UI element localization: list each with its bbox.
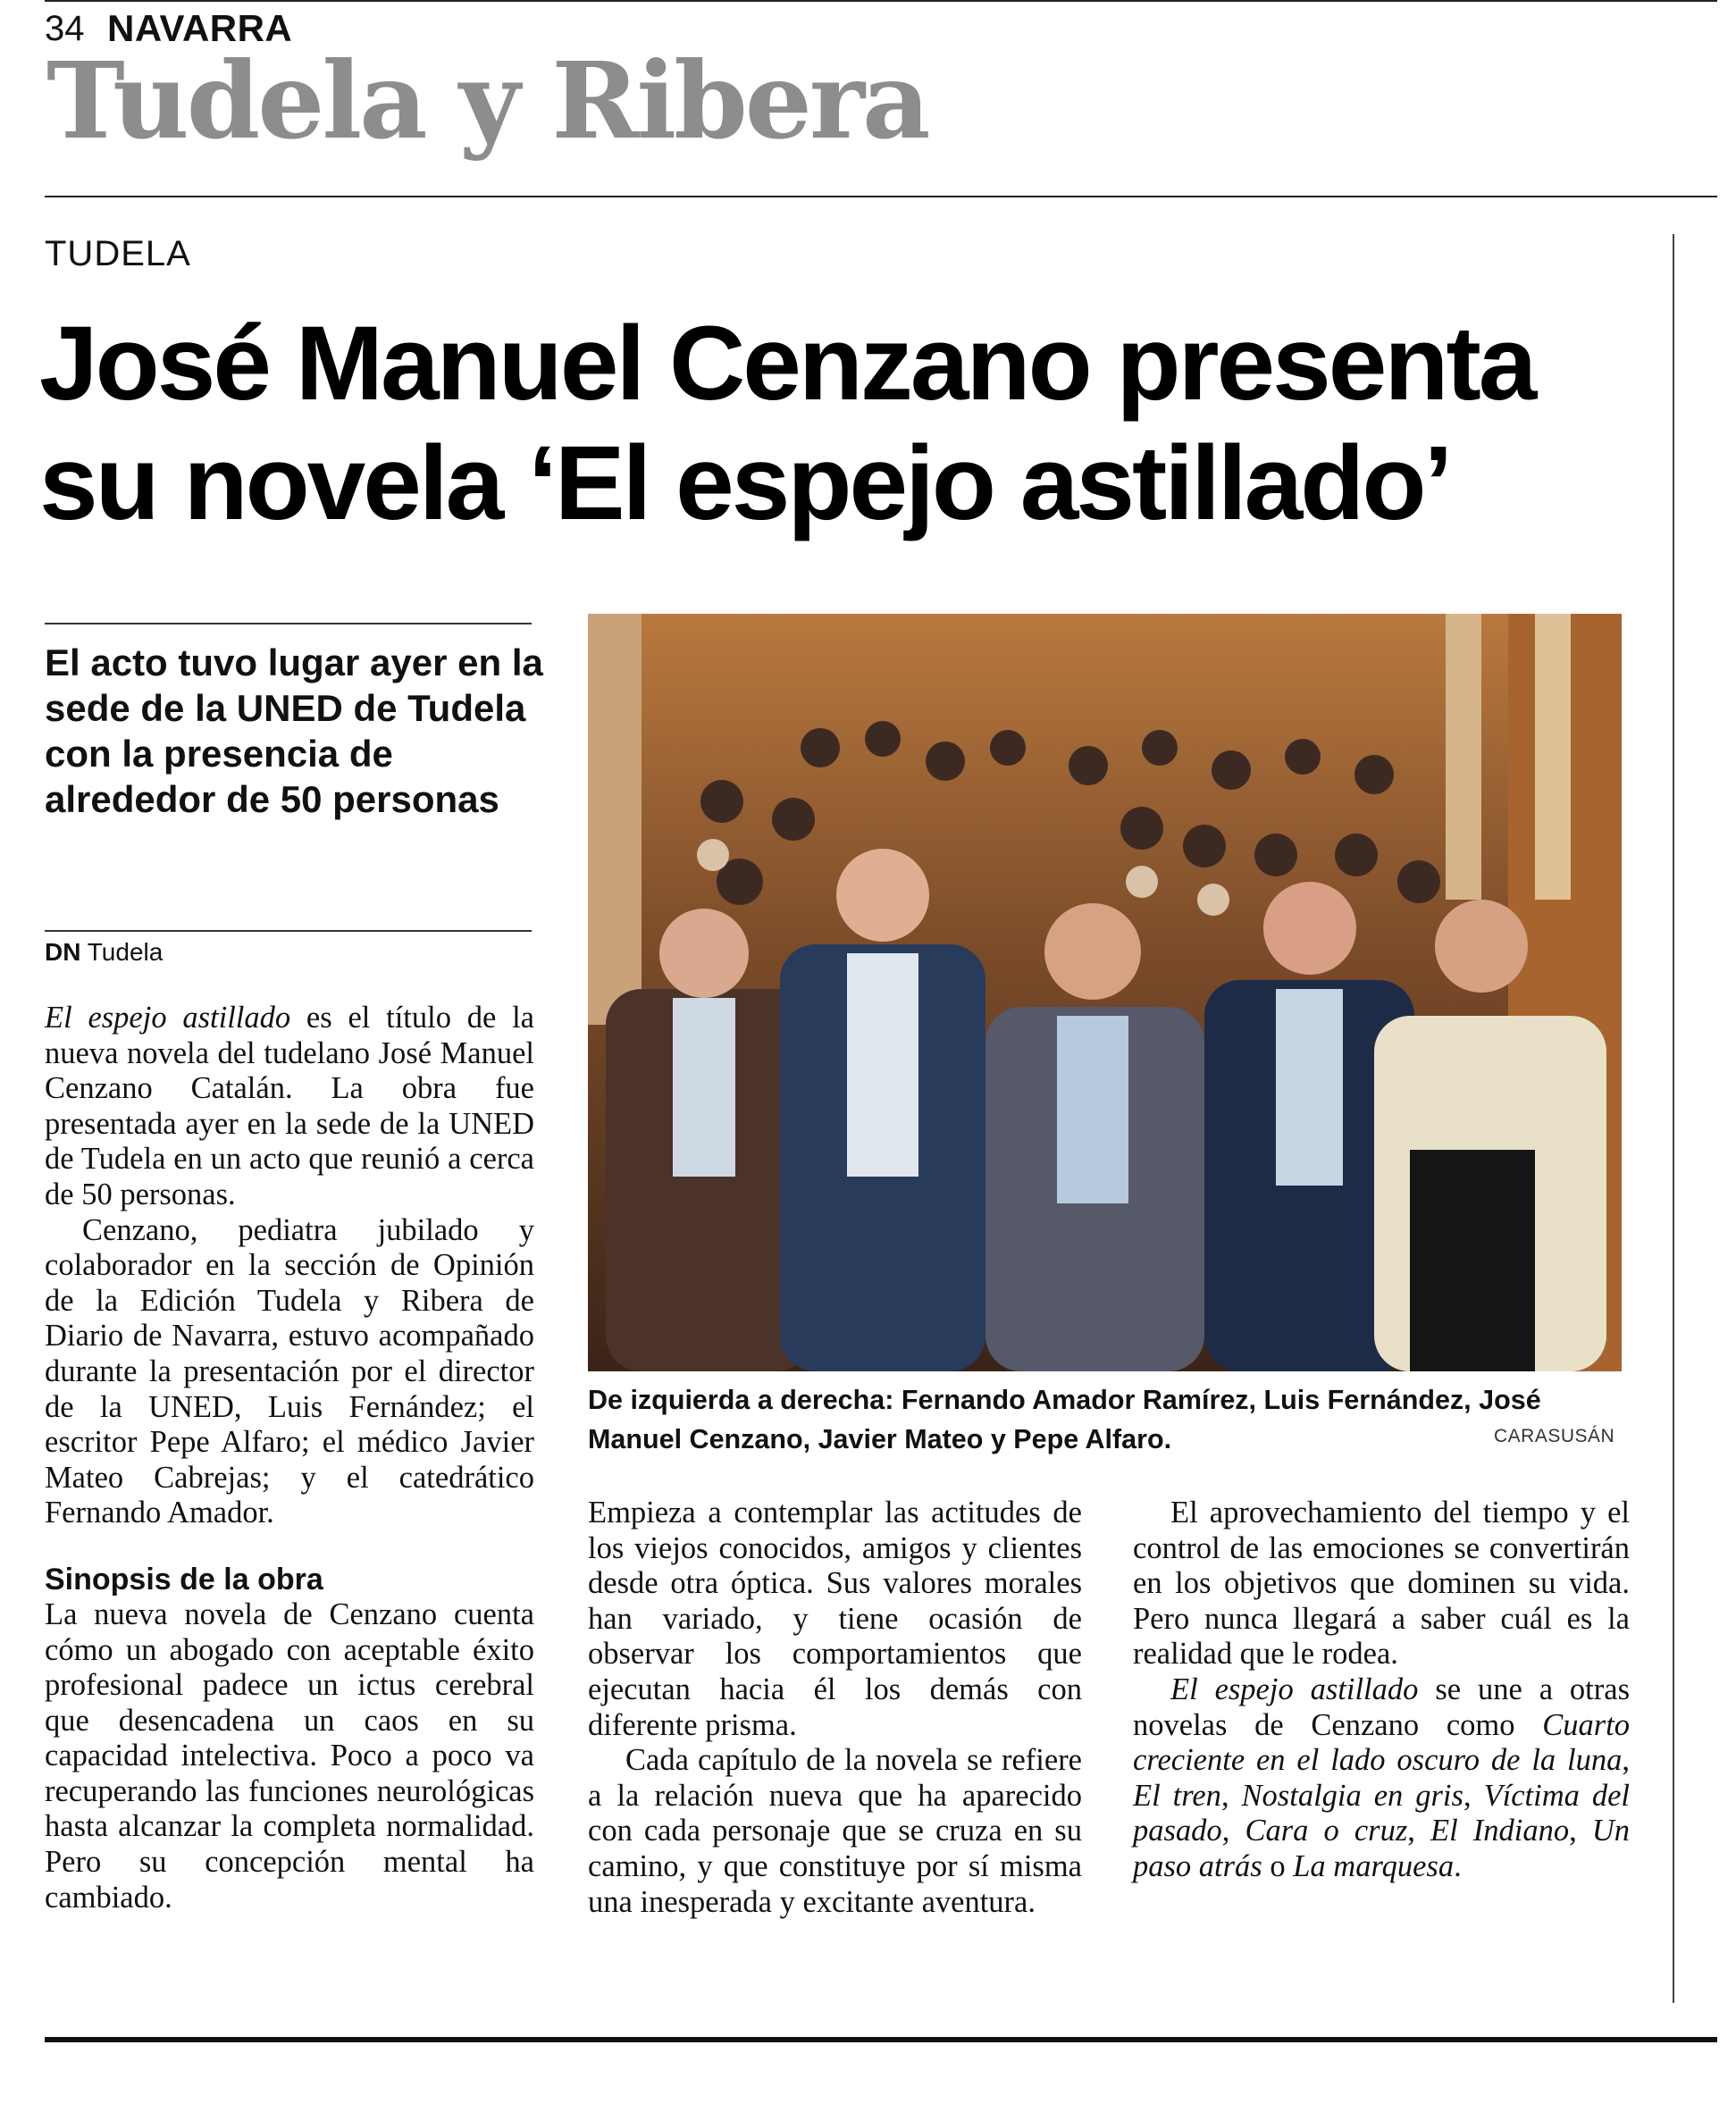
subheading: Sinopsis de la obra — [45, 1562, 323, 1597]
photo-credit: CARASUSÁN — [1494, 1426, 1615, 1446]
byline-source: DN — [45, 938, 81, 966]
body-paragraph: La nueva novela de Cenzano cuenta cómo un abogado con aceptable éxito profesional padece un ictus cerebral que desencadena un caos en su capacidad intelectiva. Poco a poco va recuperando las funciones neurológicas hasta alcanzar la completa normalidad. Pero su concepción mental ha cambiado. — [45, 1597, 534, 1915]
body-paragraph: Cenzano, pediatra jubilado y colaborador en la sección de Opinión de la Edición Tudela y Ribera de Diario de Navarra, estuvo acompañado durante la presentación por el director de la UNED, Luis Fernández; el escritor Pepe Alfaro; el médico Javier Mateo Cabrejas; y el catedrático Fernando Amador. — [45, 1212, 534, 1530]
photo-image — [588, 614, 1622, 1371]
body-paragraph: El aprovechamiento del tiempo y el control de las emociones se convertirán en los objetivos que dominen su vida. Pero nunca llegará a saber cuál es la realidad que le rodea. — [1133, 1496, 1630, 1672]
subsection-title: Tudela y Ribera — [46, 38, 928, 163]
kicker: TUDELA — [45, 234, 191, 273]
headline — [39, 304, 1674, 543]
byline-place: Tudela — [87, 938, 164, 966]
photo-caption: De izquierda a derecha: Fernando Amador Ramírez, Luis Fernández, José Manuel Cenzano, Javier Mateo y Pepe Alfaro. — [588, 1385, 1541, 1454]
deck-rule-top — [45, 623, 532, 624]
header-rule — [45, 196, 1717, 197]
deck: El acto tuvo lugar ayer en la sede de la UNED de Tudela con la presencia de alrededor de 50 personas — [45, 641, 543, 820]
article-photo — [588, 614, 1622, 1371]
body-column-1 — [45, 1001, 534, 1915]
body-paragraph: Cada capítulo de la novela se refiere a la relación nueva que ha aparecido con cada personaje que se cruza en su camino, y que constituye por sí misma una inesperada y excitante aventura. — [588, 1743, 1082, 1919]
headline-line-1: José Manuel Cenzano presenta — [39, 305, 1535, 423]
body-column-2 — [588, 1496, 1082, 1920]
bottom-rule — [45, 2037, 1717, 2042]
body-paragraph: El espejo astillado se une a otras novelas de Cenzano como Cuarto creciente en el lado oscuro de la luna, El tren, Nostalgia en gris, Víctima del pasado, Cara o cruz, El Indiano, Un paso atrás o La marquesa. — [1133, 1672, 1631, 1883]
body-column-3 — [1133, 1496, 1630, 1885]
section-name: NAVARRA — [107, 7, 293, 49]
book-title: El espejo astillado — [45, 1001, 291, 1035]
headline-line-2: su novela ‘El espejo astillado’ — [39, 424, 1451, 542]
body-paragraph: Empieza a contemplar las actitudes de los viejos conocidos, amigos y clientes desde otra óptica. Sus valores morales han variado, y tiene ocasión de observar los comportamientos que ejecutan hacia él los demás con diferente prisma. — [588, 1496, 1082, 1742]
body-paragraph: El espejo astillado es el título de la nueva novela del tudelano José Manuel Cenzano Catalán. La obra fue presentada ayer en la sede de la UNED de Tudela en un acto que reunió a cerca de 50 personas. — [45, 1001, 534, 1211]
page-number: 34 — [45, 9, 85, 48]
top-rule — [45, 0, 1717, 2]
deck-rule-bottom — [45, 930, 532, 932]
byline — [45, 938, 163, 967]
